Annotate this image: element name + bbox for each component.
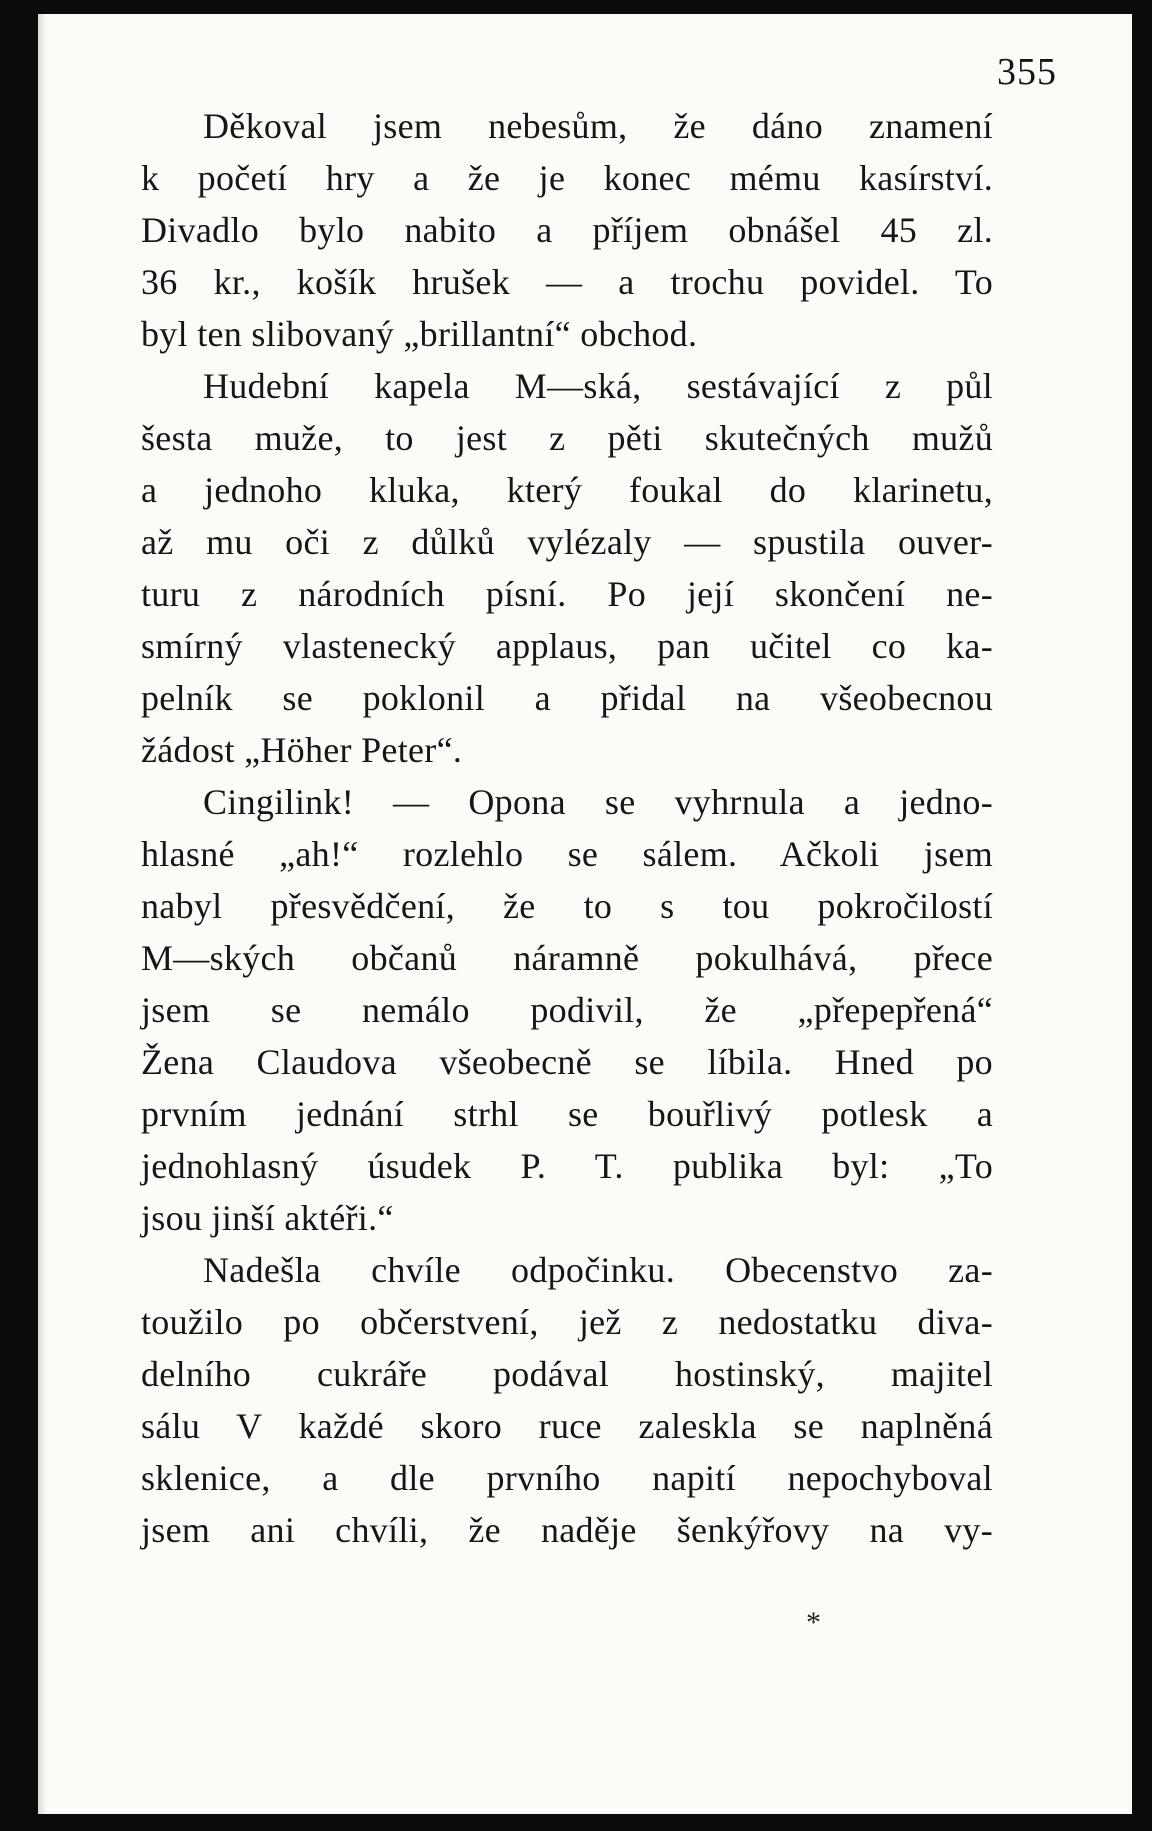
text-line: jsem se nemálo podivil, že „přepepřená“ bbox=[141, 990, 993, 1030]
text-line: M—ských občanů náramně pokulhává, přece bbox=[141, 938, 993, 978]
text-line: Cingilink! — Opona se vyhrnula a jedno- bbox=[203, 782, 993, 822]
text-line: jsou jinší aktéři.“ bbox=[141, 1198, 394, 1238]
text-line: až mu oči z důlků vylézaly — spustila ouver- bbox=[141, 522, 993, 562]
text-line: sálu V každé skoro ruce zaleskla se naplněná bbox=[141, 1406, 993, 1446]
signature-mark: * bbox=[806, 1606, 821, 1639]
text-line: jsem ani chvíli, že naděje šenkýřovy na vy- bbox=[141, 1510, 993, 1550]
text-line: prvním jednání strhl se bouřlivý potlesk a bbox=[141, 1094, 993, 1134]
book-page bbox=[38, 14, 1132, 1814]
text-line: Nadešla chvíle odpočinku. Obecenstvo za- bbox=[203, 1250, 993, 1290]
text-line: šesta muže, to jest z pěti skutečných mužů bbox=[141, 418, 993, 458]
text-line: k početí hry a že je konec mému kasírství. bbox=[141, 158, 993, 198]
text-line: hlasné „ah!“ rozlehlo se sálem. Ačkoli jsem bbox=[141, 834, 993, 874]
text-line: toužilo po občerstvení, jež z nedostatku diva- bbox=[141, 1302, 993, 1342]
text-line: Děkoval jsem nebesům, že dáno znamení bbox=[203, 106, 993, 146]
text-line: Žena Claudova všeobecně se líbila. Hned po bbox=[141, 1042, 993, 1082]
text-line: byl ten slibovaný „brillantní“ obchod. bbox=[141, 314, 698, 354]
body-text bbox=[141, 100, 993, 1556]
page-number: 355 bbox=[997, 51, 1057, 93]
text-line: smírný vlastenecký applaus, pan učitel co ka- bbox=[141, 626, 993, 666]
text-line: Hudební kapela M—ská, sestávající z půl bbox=[203, 366, 993, 406]
text-line: pelník se poklonil a přidal na všeobecnou bbox=[141, 678, 993, 718]
page-edge-shadow bbox=[38, 14, 46, 1814]
text-line: sklenice, a dle prvního napití nepochyboval bbox=[141, 1458, 993, 1498]
text-line: a jednoho kluka, který foukal do klarinetu, bbox=[141, 470, 993, 510]
text-line: Divadlo bylo nabito a příjem obnášel 45 zl. bbox=[141, 210, 993, 250]
text-line: žádost „Höher Peter“. bbox=[141, 730, 463, 770]
text-line: delního cukráře podával hostinský, majitel bbox=[141, 1354, 993, 1394]
text-line: nabyl přesvědčení, že to s tou pokročilostí bbox=[141, 886, 993, 926]
text-line: 36 kr., košík hrušek — a trochu povidel. To bbox=[141, 262, 993, 302]
text-line: turu z národních písní. Po její skončení ne- bbox=[141, 574, 993, 614]
text-line: jednohlasný úsudek P. T. publika byl: „To bbox=[141, 1146, 993, 1186]
